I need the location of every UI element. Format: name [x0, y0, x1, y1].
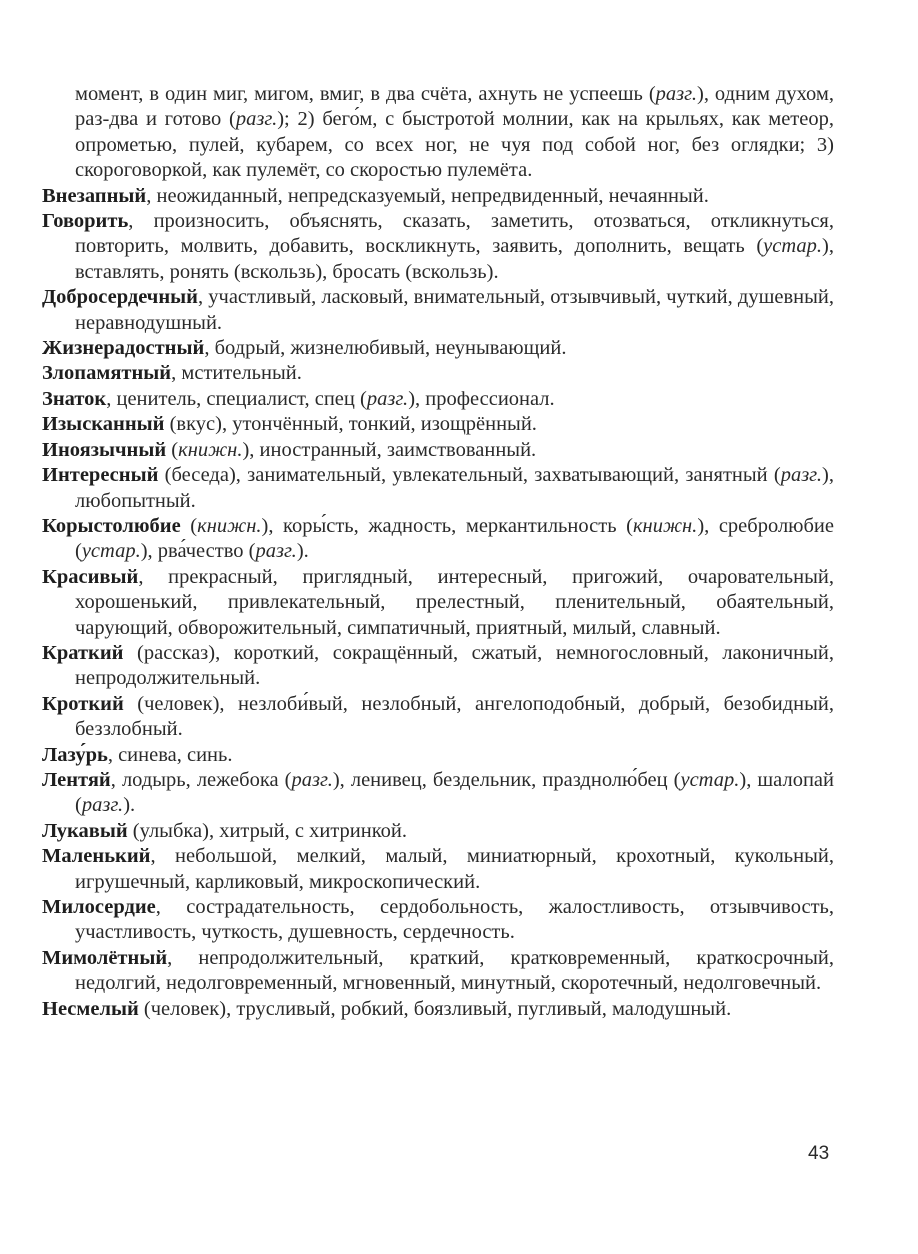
dictionary-entry: [42, 895, 834, 946]
dictionary-entry: [42, 946, 834, 997]
entry-headword: Лентяй: [42, 768, 111, 791]
dictionary-entry: [42, 412, 834, 437]
entry-headword: Злопамятный: [42, 362, 172, 385]
entry-headword: Несмелый: [42, 997, 139, 1020]
entry-text: , бодрый, жизнелюбивый, неунывающий.: [204, 337, 567, 360]
entry-headword: Говорить: [42, 210, 129, 233]
dictionary-page: [42, 82, 834, 1022]
dictionary-entry: [42, 743, 834, 768]
dictionary-entry: [42, 184, 834, 209]
dictionary-entry: [42, 768, 834, 819]
entry-text: ), любопытный.: [75, 464, 834, 512]
dictionary-entry: [42, 819, 834, 844]
dictionary-entry: [42, 285, 834, 336]
entry-text: ), одним духом, раз-два и готово (: [75, 83, 834, 131]
entry-headword: Милосердие: [42, 896, 156, 918]
entry-text: , прекрасный, приглядный, интересный, пригожий, очаровательный, хорошенький, привлекательный, прелестный, пленительный, обаятельный, чарующий, обворожительный, симпатичный, приятный, милый, славный.: [75, 565, 834, 639]
entry-text: ), сребролюбие (: [75, 514, 834, 563]
entry-headword: Корыстолюбие: [42, 514, 181, 537]
usage-label: устар.: [81, 540, 141, 563]
dictionary-entry: [42, 514, 834, 565]
usage-label: устар.: [763, 235, 823, 258]
entry-headword: Жизнерадостный: [42, 337, 205, 360]
page-number: 43: [808, 1143, 830, 1164]
entry-text: , участливый, ласковый, внимательный, отзывчивый, чуткий, душевный, неравнодушный.: [75, 286, 834, 334]
entry-text: (беседа), занимательный, увлекательный, захватывающий, занятный (: [158, 464, 781, 487]
dictionary-entry: [42, 641, 834, 692]
entry-headword: Лукавый: [42, 819, 128, 842]
dictionary-entry: [42, 844, 834, 895]
entry-text: (улыбка), хитрый, с хитринкой.: [127, 819, 407, 842]
entry-headword: Мимолётный: [42, 946, 168, 969]
entry-text: ), рва́чество (: [140, 540, 256, 563]
entry-text: ), ленивец, бездельник, празднолю́бец (: [332, 768, 681, 791]
entry-text: , произносить, объяснять, сказать, заметить, отозваться, откликнуться, повторить, молвить, добавить, воскликнуть, заявить, дополнить, вещать (: [75, 210, 834, 258]
entry-text: ), коры́сть, жадность, меркантильность (: [261, 514, 633, 537]
entry-headword: Знаток: [42, 387, 107, 410]
entry-text: , мстительный.: [171, 362, 302, 385]
entry-text: (человек), трусливый, робкий, боязливый, пугливый, малодушный.: [138, 997, 732, 1020]
dictionary-entry: [42, 387, 834, 412]
entry-text: , ценитель, специалист, спец (: [106, 387, 367, 410]
usage-label: книжн.: [197, 514, 262, 537]
entry-text: , непродолжительный, краткий, кратковременный, краткосрочный, недолгий, недолговременный, мгновенный, минутный, скоротечный, недолговечный.: [75, 946, 834, 995]
entry-text: , неожиданный, непредсказуемый, непредвиденный, нечаянный.: [146, 184, 709, 207]
entry-text: , сострадательность, сердобольность, жалостливость, отзывчивость, участливость, чуткость, душевность, сердечность.: [75, 896, 834, 944]
entry-text: , небольшой, мелкий, малый, миниатюрный, крохотный, кукольный, игрушечный, карликовый, микроскопический.: [75, 845, 834, 893]
entry-text: ), вставлять, ронять (вскользь), бросать (вскользь).: [75, 235, 834, 283]
dictionary-entry: [42, 463, 834, 514]
dictionary-entry: [42, 565, 834, 641]
entries-list: [42, 82, 834, 1022]
entry-headword: Маленький: [42, 845, 151, 868]
dictionary-entry: [42, 336, 834, 361]
usage-label: разг.: [235, 108, 278, 131]
dictionary-entry: [42, 997, 834, 1022]
entry-text: момент, в один миг, мигом, вмиг, в два счёта, ахнуть не успеешь (: [75, 83, 656, 105]
dictionary-entry: [42, 209, 834, 285]
entry-headword: Красивый: [42, 565, 139, 588]
entry-text: (: [180, 514, 198, 537]
entry-text: ), шалопай (: [75, 768, 834, 817]
usage-label: книжн.: [178, 438, 243, 461]
entry-text: (: [166, 438, 179, 461]
entry-headword: Краткий: [42, 641, 124, 664]
entry-headword: Интересный: [42, 464, 159, 487]
entry-headword: Иноязычный: [42, 438, 167, 461]
entry-continuation: [42, 82, 834, 184]
entry-headword: Кроткий: [42, 692, 124, 715]
entry-text: , синева, синь.: [107, 743, 233, 766]
usage-label: устар.: [680, 768, 740, 791]
usage-label: книжн.: [632, 514, 698, 537]
usage-label: разг.: [255, 540, 297, 563]
entry-text: ).: [123, 794, 136, 817]
entry-headword: Изысканный: [42, 413, 165, 436]
entry-text: (человек), незлоби́вый, незлобный, ангелоподобный, добрый, безобидный, беззлобный.: [75, 692, 834, 741]
entry-text: ); 2) бего́м, с быстротой молнии, как на крыльях, как метеор, опрометью, пулей, кубарем, со всех ног, не чуя под собой ног, без оглядки; 3) скороговоркой, как пулемёт, со скоростью пулемёта.: [75, 108, 834, 182]
usage-label: разг.: [655, 83, 698, 105]
dictionary-entry: [42, 692, 834, 743]
usage-label: разг.: [291, 768, 333, 791]
entry-text: (вкус), утончённый, тонкий, изощрённый.: [164, 413, 537, 436]
entry-headword: Добросердечный: [42, 286, 198, 309]
entry-text: ).: [296, 540, 309, 563]
entry-text: (рассказ), короткий, сокращённый, сжатый, немногословный, лаконичный, непродолжительный.: [75, 641, 834, 690]
entry-headword: Лазу́рь: [42, 743, 108, 766]
entry-text: ), профессионал.: [408, 387, 555, 410]
usage-label: разг.: [366, 387, 409, 410]
dictionary-entry: [42, 361, 834, 386]
dictionary-entry: [42, 438, 834, 463]
usage-label: разг.: [81, 794, 124, 817]
entry-headword: Внезапный: [42, 184, 147, 207]
entry-text: , лодырь, лежебока (: [110, 768, 292, 791]
usage-label: разг.: [780, 464, 823, 487]
entry-text: ), иностранный, заимствованный.: [242, 438, 537, 461]
